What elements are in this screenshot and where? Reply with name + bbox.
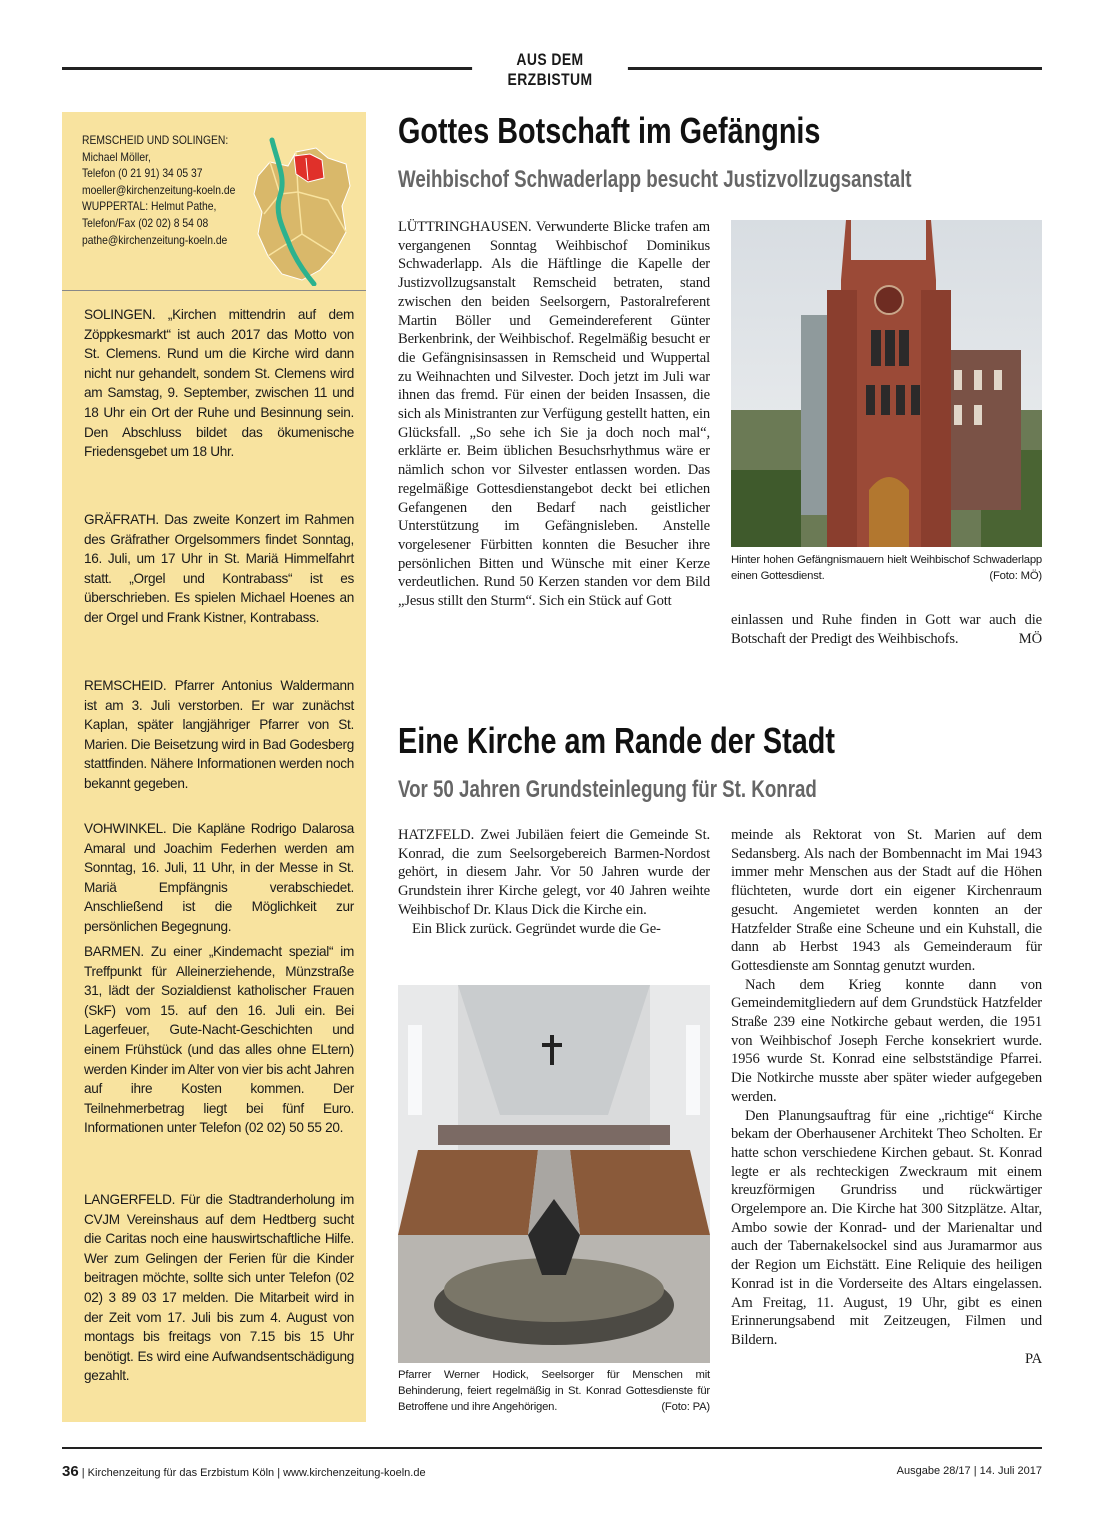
contact-line: WUPPERTAL: Helmut Pathe, xyxy=(82,199,217,214)
article2-column1 xyxy=(398,826,710,938)
article2-headline: Eine Kirche am Rande der Stadt xyxy=(398,720,835,761)
article2-photo-credit: (Foto: PA) xyxy=(661,1401,710,1413)
brief-graefrath: GRÄFRATH. Das zweite Konzert im Rahmen des Gräfrather Orgelsommers findet Sonntag, 16. Juli, um 17 Uhr in St. Mariä Himmelfahrt statt. „Orgel und Kontrabass“ ist es überschrieben. Es spielen Michael Hoenes an der Orgel und Frank Kistner, Kontrabass. xyxy=(84,512,354,625)
news-sidebar xyxy=(62,112,366,1422)
brief-solingen: SOLINGEN. „Kirchen mittendrin auf dem Zöppkesmarkt“ ist auch 2017 das Motto von St. Clemens. Rund um die Kirche wird dann nicht nur gehandelt, sondem St. Clemens wird am Samstag, 9. September, zwischen 11 und 18 Uhr ein Ort der Ruhe und Besinnung sein. Den Abschluss bildet das ökumenische Friedensgebet um 18 Uhr. xyxy=(84,307,354,460)
footer-publication: | Kirchenzeitung für das Erzbistum Köln | www.kirchenzeitung-koeln.de xyxy=(81,1467,426,1479)
page-number: 36 xyxy=(62,1463,79,1480)
article1-column2: einlassen und Ruhe finden in Gott war auch die Botschaft der Predigt des Weihbischofs. MÖ xyxy=(731,612,1042,647)
article1-photo-credit: (Foto: MÖ) xyxy=(989,570,1042,582)
contact-line: Telefon/Fax (02 02) 8 54 08 xyxy=(82,215,209,230)
article2-column2 xyxy=(731,826,1042,1368)
footer-left xyxy=(62,1463,426,1480)
brief-remscheid: REMSCHEID. Pfarrer Antonius Waldermann ist am 3. Juli verstorben. Er war zunächst Kaplan, später langjähriger Pfarrer von St. Marien. Die Beisetzung wird in Bad Godesberg stattfinden. Nähere Informationen werden noch bekannt gegeben. xyxy=(84,678,354,791)
prison-chapel-photo xyxy=(731,220,1042,547)
sidebar-divider xyxy=(62,290,366,291)
article2-paragraph: Ein Blick zurück. Gegründet wurde die Ge- xyxy=(412,920,661,937)
brief-langerfeld: LANGERFELD. Für die Stadtranderholung im CVJM Vereinshaus auf dem Hedtberg sucht die Caritas noch eine hauswirtschaftliche Hilfe. Wer zum Gelingen der Ferien für die Kinder beitragen möchte, sollte sich unter Telefon (02 02) 3 89 03 17 melden. Die Mitarbeit wird in der Zeit vom 17. Juli bis zum 4. August von montags bis freitags von 7.15 bis 15 Uhr benötigt. Es wird eine Aufwandsentschädigung gezahlt. xyxy=(84,1192,354,1384)
article1-subhead: Weihbischof Schwaderlapp besucht Justizvollzugsanstalt xyxy=(398,166,912,193)
article1-signature: MÖ xyxy=(1018,630,1042,647)
contact-line: moeller@kirchenzeitung-koeln.de xyxy=(82,182,236,197)
article2-paragraph: Den Planungsauftrag für eine „richtige“ Kirche bekam der Oberhausener Architekt Theo Scholten. Er hatte schon verschiedene Kirchen gebaut. St. Konrad legte er als rechteckigen Zweckraum mit einem kreuzförmigen Grundriss und rückwärtiger Orgelempore an. Die Kirche hat 300 Sitzplätze. Altar, Ambo sowie der Konrad- und der Marienaltar und auch der Tabernakelsockel sind aus Juramarmor aus der Region um Eichstätt. Eine Reliquie des heiligen Konrad ist in die Vorderseite des Altars eingelassen. Am Freitag, 11. August, 19 Uhr, gibt es einen Erinnerungsabend mit Zeitzeugen, Filmen und Bildern. PA xyxy=(731,1107,1042,1367)
article2-paragraph: Nach dem Krieg konnte dann von Gemeindemitgliedern auf dem Grundstück Hatzfelder Straße 239 eine Notkirche gebaut werden, die 1951 von Weihbischof Joseph Ferche konsekriert wurde. 1956 wurde St. Konrad eine selbstständige Pfarrei. Die Notkirche musste aber später wieder aufgegeben werden. xyxy=(731,976,1042,1105)
contact-line: REMSCHEID UND SOLINGEN: xyxy=(82,133,229,147)
footer-issue: Ausgabe 28/17 | 14. Juli 2017 xyxy=(896,1465,1042,1477)
brief-barmen: BARMEN. Zu einer „Kindemacht spezial“ im Treffpunkt für Alleinerziehende, Münzstraße 31, lädt der Sozialdienst katholischer Frauen (SkF) vom 15. auf den 16. Juli ein. Bei Lagerfeuer, Gute-Nacht-Geschichten und einem Frühstück (und das alles ohne ELtern) werden Kinder im Alter von vier bis acht Jahren auf ihre Kosten kommen. Der Teilnehmerbetrag liegt bei fünf Euro. Informationen unter Telefon (02 02) 50 55 20. xyxy=(84,944,354,1136)
brief-vohwinkel: VOHWINKEL. Die Kapläne Rodrigo Dalarosa Amaral und Joachim Federhen werden am Sonntag, 16. Juli, 11 Uhr, in der Messe in St. Mariä Empfängnis verabschiedet. Anschließend ist die Möglichkeit zur persönlichen Begegnung. xyxy=(84,821,354,934)
article2-subhead: Vor 50 Jahren Grundsteinlegung für St. Konrad xyxy=(398,776,817,803)
region-map-icon xyxy=(250,134,354,286)
contact-line: pathe@kirchenzeitung-koeln.de xyxy=(82,232,228,247)
church-interior-photo xyxy=(398,985,710,1363)
contact-line: Telefon (0 21 91) 34 05 37 xyxy=(82,166,203,181)
article2-paragraph: meinde als Rektorat von St. Marien auf dem Sedansberg. Als nach der Bombennacht im Mai 1943 immer mehr Menschen aus der Stadt auf die Höhen flüchteten, wurde dort ein eigener Kirchenraum gesucht. Angemietet werden konnten an der Hatzfelder Straße eine Scheune und ein Kuhstall, die dann ab Herbst 1943 als Gemeinderaum für Gottesdienste am Sonntag genutzt wurden. xyxy=(731,827,1042,974)
article1-headline: Gottes Botschaft im Gefängnis xyxy=(398,110,821,151)
footer-rule xyxy=(62,1447,1042,1449)
contact-line: Michael Möller, xyxy=(82,149,151,164)
article2-signature: PA xyxy=(1024,1350,1042,1367)
article1-column1: LÜTTRINGHAUSEN. Verwunderte Blicke trafen am vergangenen Sonntag Weihbischof Dominikus Schwaderlapp. Als die Häftlinge die Kapelle der Justizvollzugsanstalt Remscheid betraten, stand zwischen den beiden Seelsorgern, Pastoralreferent Martin Böller und Gemeindereferent Günter Berkenbrink, der Weihbischof. Regelmäßig besucht er die Gefängnisinsassen in Remscheid und Wuppertal zu Weihnachten und Silvester. Doch jetzt im Juli war ihnen das fremd. Für einen der beiden Insassen, die sich als Ministranten zur Verfügung gestellt hatten, ein Glücksfall. „So sehe ich Sie ja doch noch mal“, erklärte er. Beim üblichen Besuchsrhythmus wäre er nämlich schon vor Silvester entlassen worden. Das regelmäßige Gottesdienstangebot deckt bei etlichen Gefangenen den Bedarf nach geistlicher Unterstützung im Gefängnisleben. Anstelle vorgelesener Fürbitten konnten die Besucher ihre persönlichen Bitten und Wünsche mit einer Kerze verdeutlichen. Rund 50 Kerzen standen vor dem Bild „Jesus stillt den Sturm“. Sich ein Stück auf Gott xyxy=(398,219,710,610)
section-label: AUS DEM ERZBISTUM xyxy=(472,50,628,90)
article1-caption: Hinter hohen Gefängnismauern hielt Weihbischof Schwaderlapp einen Gottesdienst. (Foto: MÖ) xyxy=(731,554,1042,582)
article2-caption: Pfarrer Werner Hodick, Seelsorger für Menschen mit Behinderung, feiert regelmäßig in St. Konrad Gottesdienste für Betroffene und ihre Angehörigen. (Foto: PA) xyxy=(398,1369,710,1413)
article2-paragraph: HATZFELD. Zwei Jubiläen feiert die Gemeinde St. Konrad, die zum Seelsorgebereich Barmen-Nordost gehört, in diesem Jahr. Vor 50 Jahren wurde der Grundstein ihrer Kirche gelegt, vor 40 Jahren weihte Weihbischof Dr. Klaus Dick die Kirche ein. xyxy=(398,827,710,918)
